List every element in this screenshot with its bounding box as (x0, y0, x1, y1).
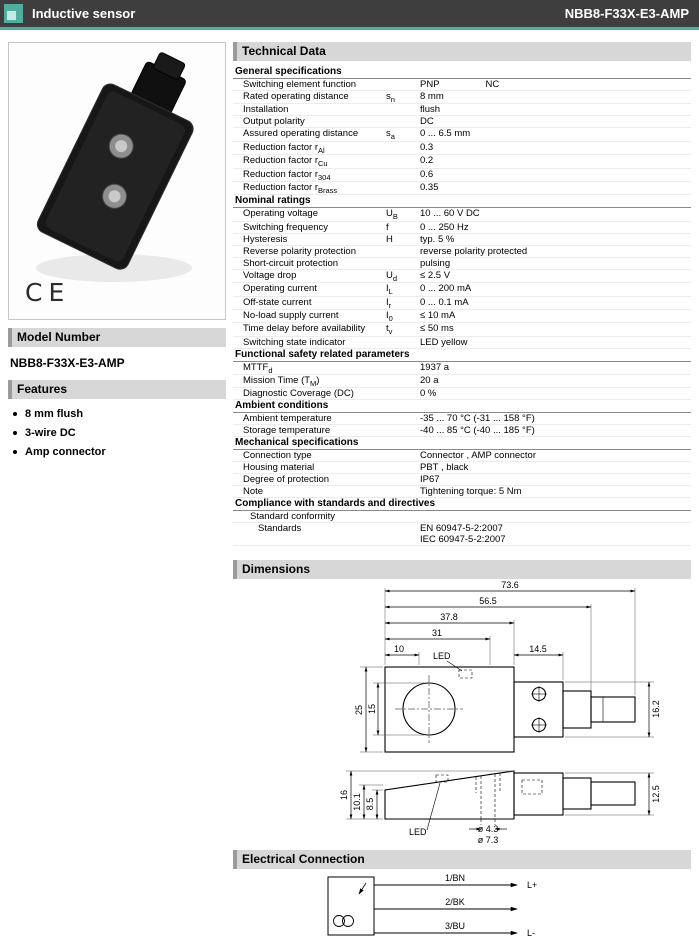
spec-row (233, 425, 691, 437)
wire-label-2: 2/BK (445, 897, 465, 908)
dim-label-connector-height: 16.2 (651, 700, 661, 719)
spec-label: Switching state indicator (243, 336, 346, 348)
spec-label: Operating voltage (243, 208, 318, 220)
spec-symbol: $s_n$ (386, 91, 395, 104)
spec-value (420, 511, 691, 522)
spec-section-title: Ambient conditions (233, 400, 691, 413)
spec-value: -35 ... 70 °C (-31 ... 158 °F) (420, 413, 535, 425)
spec-row (233, 462, 691, 474)
spec-symbol: $I_L$ (386, 283, 393, 297)
spec-row (233, 182, 691, 195)
spec-symbol (386, 258, 420, 269)
spec-value: 0.6 (420, 168, 434, 180)
spec-symbol (386, 362, 420, 374)
spec-label: Mission Time $(T_M)$ (243, 375, 320, 388)
spec-value: pulsing (420, 257, 451, 269)
dim-label-side-height-mid: 10.1 (352, 793, 362, 812)
spec-label: Switching element function (243, 79, 357, 90)
spec-row (233, 362, 691, 375)
technical-data-heading: Technical Data (233, 42, 691, 61)
spec-label: Reduction factor $r_{304}$ (243, 168, 331, 182)
spec-symbol: H (386, 233, 393, 245)
dim-label-face-width: 15 (367, 704, 377, 715)
spec-value: -40 ... 85 °C (-40 ... 185 °F) (420, 425, 535, 437)
spec-symbol (386, 246, 420, 257)
spec-value: 1937 a (420, 361, 450, 373)
spec-symbol: $I_0$ (386, 309, 393, 323)
dim-label-hole-center: 31 (431, 628, 443, 639)
spec-value: ≤ 10 mA (420, 309, 456, 321)
spec-value: 10 ... 60 V DC (420, 208, 480, 220)
spec-symbol (386, 182, 420, 194)
spec-label: Ambient temperature (243, 413, 332, 425)
accent-line (0, 27, 699, 30)
spec-label: Voltage drop (243, 269, 297, 281)
spec-label: Assured operating distance (243, 128, 359, 140)
spec-label: Switching frequency (243, 221, 329, 233)
led-label-side: LED (409, 827, 427, 838)
dim-label-length-to-connector: 56.5 (479, 596, 497, 607)
spec-row (233, 337, 691, 349)
spec-row (233, 297, 691, 310)
spec-label: Diagnostic Coverage (DC) (243, 388, 354, 400)
spec-value: EN 60947-5-2:2007 IEC 60947-5-2:2007 (420, 523, 506, 546)
spec-label: Reduction factor $r_{Al}$ (243, 141, 325, 155)
dim-label-side-height-min: 8.5 (365, 798, 375, 811)
spec-row (233, 523, 691, 546)
spec-row (233, 413, 691, 425)
supply-label-plus: L+ (527, 880, 538, 891)
spec-symbol: f (386, 221, 389, 233)
spec-row (233, 234, 691, 246)
spec-symbol (386, 155, 420, 167)
spec-symbol: $t_v$ (386, 323, 393, 337)
spec-symbol (386, 450, 420, 461)
spec-row (233, 258, 691, 270)
features-list (8, 399, 226, 458)
dim-label-led-offset: 10 (393, 644, 405, 655)
spec-row (233, 270, 691, 283)
dim-label-hole-dia-large: ø 7.3 (477, 835, 499, 845)
spec-value: reverse polarity protected (420, 245, 528, 257)
features-heading: Features (8, 380, 226, 399)
spec-symbol: $U_d$ (386, 269, 398, 283)
page-title: Inductive sensor (32, 6, 136, 21)
spec-symbol (386, 169, 420, 181)
header-bar (0, 0, 699, 27)
spec-value: 8 mm (420, 91, 444, 102)
spec-label: Operating current (243, 283, 317, 295)
wiring-diagram (233, 869, 691, 943)
spec-value: 0 ... 0.1 mA (420, 296, 469, 308)
spec-section-title: General specifications (233, 66, 691, 79)
spec-row (233, 474, 691, 486)
spec-section-title: Nominal ratings (233, 195, 691, 208)
spec-section-title: Functional safety related parameters (233, 349, 691, 362)
spec-value: PBT , black (420, 462, 469, 474)
feature-item: 8 mm flush (12, 408, 226, 420)
spec-label: $MTTF_d$ (243, 361, 273, 375)
spec-symbol (386, 388, 420, 399)
spec-symbol (386, 511, 420, 522)
left-column (8, 42, 226, 465)
dim-label-connector-side-height: 12.5 (651, 785, 661, 804)
dim-label-connector-width: 14.5 (529, 644, 547, 655)
spec-symbol (386, 79, 420, 90)
spec-label: Installation (243, 104, 289, 116)
spec-value: PNP NC (420, 79, 500, 90)
spec-label: Storage temperature (243, 425, 331, 437)
product-photo (8, 42, 226, 320)
dim-label-body-width: 25 (354, 705, 364, 716)
spec-value: ≤ 50 ms (420, 323, 454, 335)
spec-label: Standard conformity (250, 511, 336, 523)
spec-symbol (386, 375, 420, 387)
brand-logo-icon (4, 4, 23, 23)
spec-row (233, 511, 691, 523)
spec-symbol (386, 142, 420, 154)
spec-row (233, 169, 691, 182)
spec-value: Tightening torque: 5 Nm (420, 486, 522, 498)
spec-section-title: Compliance with standards and directives (233, 498, 691, 511)
supply-label-minus: L- (527, 928, 536, 939)
header-part-number: NBB8-F33X-E3-AMP (564, 6, 689, 21)
spec-value: 0 % (420, 388, 437, 400)
spec-row (233, 283, 691, 296)
right-column (233, 42, 691, 943)
spec-symbol: $U_B$ (386, 208, 398, 222)
spec-value: DC (420, 116, 434, 128)
spec-label: Off-state current (243, 296, 312, 308)
spec-value: ≤ 2.5 V (420, 269, 451, 281)
dim-label-hole-dia-small: ø 4.3 (477, 824, 499, 835)
spec-symbol (386, 104, 420, 115)
spec-row (233, 375, 691, 388)
spec-row (233, 486, 691, 498)
spec-value-2: NC (485, 79, 500, 90)
spec-symbol: $I_r$ (386, 296, 392, 310)
spec-value: IP67 (420, 474, 440, 486)
spec-symbol (386, 337, 420, 348)
spec-label: Degree of protection (243, 474, 330, 486)
spec-value: 0.2 (420, 155, 434, 167)
spec-label: Connection type (243, 450, 312, 462)
spec-symbol (386, 462, 420, 473)
spec-label: Reverse polarity protection (243, 245, 356, 257)
spec-value: 0 ... 200 mA (420, 283, 472, 295)
spec-row (233, 104, 691, 116)
spec-value: 0 ... 6.5 mm (420, 128, 471, 140)
spec-symbol (386, 116, 420, 127)
dimensions-drawing (233, 579, 691, 844)
spec-value: typ. 5 % (420, 233, 455, 245)
spec-label: Standards (258, 523, 302, 535)
spec-label: Reduction factor $r_{Cu}$ (243, 155, 328, 169)
spec-label: Output polarity (243, 116, 305, 128)
spec-row (233, 246, 691, 258)
spec-label: Short-circuit protection (243, 257, 339, 269)
spec-row (233, 142, 691, 155)
spec-label: Reduction factor $r_{Brass}$ (243, 181, 338, 195)
dim-label-overall-length: 73.6 (501, 580, 519, 591)
spec-value: 0.35 (420, 181, 439, 193)
spec-value: flush (420, 104, 441, 116)
model-number: NBB8-F33X-E3-AMP (10, 356, 125, 370)
spec-value: 20 a (420, 375, 439, 387)
spec-row (233, 128, 691, 141)
wire-label-3: 3/BU (444, 921, 466, 932)
spec-value: LED yellow (420, 336, 468, 348)
spec-symbol (386, 425, 420, 436)
electrical-connection-heading: Electrical Connection (233, 850, 691, 869)
spec-row (233, 155, 691, 168)
spec-value: 0.3 (420, 141, 434, 153)
wire-label-1: 1/BN (444, 873, 466, 884)
led-label-top: LED (433, 651, 451, 662)
ce-mark: CE (25, 278, 71, 307)
spec-row (233, 79, 691, 91)
spec-row (233, 91, 691, 104)
spec-row (233, 116, 691, 128)
spec-row (233, 208, 691, 221)
spec-value: 0 ... 250 Hz (420, 221, 469, 233)
spec-symbol: $s_a$ (386, 128, 395, 142)
spec-section-title: Mechanical specifications (233, 437, 691, 450)
spec-value: Connector , AMP connector (420, 450, 536, 462)
spec-row (233, 450, 691, 462)
spec-label: Note (243, 486, 264, 498)
spec-label: Hysteresis (243, 233, 288, 245)
spec-symbol (386, 413, 420, 424)
spec-label: Rated operating distance (243, 91, 349, 102)
feature-item: 3-wire DC (12, 427, 226, 439)
spec-symbol (386, 474, 420, 485)
spec-row (233, 323, 691, 336)
dim-label-body-length: 37.8 (440, 612, 458, 623)
model-number-heading: Model Number (8, 328, 226, 347)
dim-label-side-height-total: 16 (339, 790, 349, 801)
spec-symbol (386, 523, 420, 545)
spec-table (233, 66, 691, 546)
spec-row (233, 388, 691, 400)
spec-label: Time delay before availability (243, 323, 366, 335)
spec-label: Housing material (243, 462, 315, 474)
spec-row (233, 310, 691, 323)
spec-label: No-load supply current (243, 309, 339, 321)
dimensions-heading: Dimensions (233, 560, 691, 579)
spec-symbol (386, 486, 420, 497)
spec-row (233, 222, 691, 234)
feature-item: Amp connector (12, 446, 226, 458)
